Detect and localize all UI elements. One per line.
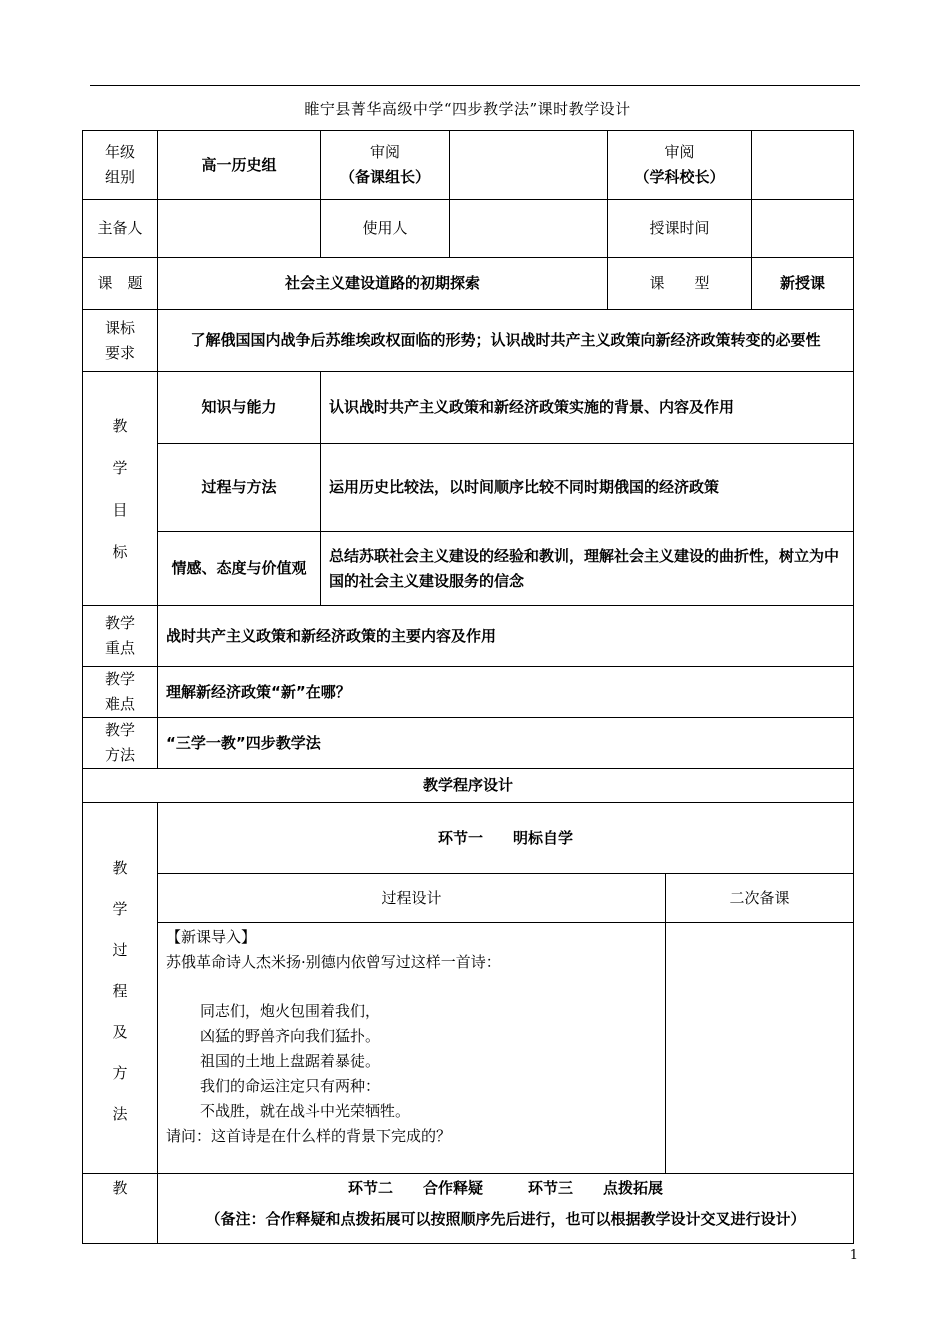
row-topic [83, 258, 854, 310]
review2-role: （学科校长） [634, 168, 725, 186]
difficulty-label: 教学 难点 [83, 667, 158, 718]
goals-label-char: 学 [112, 458, 128, 477]
lesson-plan-table [82, 130, 854, 1244]
key-point-value: 战时共产主义政策和新经济政策的主要内容及作用 [158, 606, 854, 667]
process-label-char: 教 [112, 858, 128, 877]
second-prep-content [666, 923, 854, 1174]
goal-name: 知识与能力 [158, 372, 321, 444]
header-rule [90, 85, 860, 86]
row-key-point [83, 606, 854, 667]
topic-label: 课 题 [83, 258, 158, 310]
review1-role: （备课组长） [339, 168, 430, 186]
intro-text: 苏俄革命诗人杰米扬·别德内依曾写过这样一首诗： [166, 953, 501, 971]
preparer-label: 主备人 [83, 200, 158, 258]
review2-cell [608, 131, 752, 200]
preparer-value [158, 200, 321, 258]
process-label-char: 及 [112, 1022, 128, 1041]
process-label-char: 过 [112, 940, 128, 959]
goal-row-emotion [83, 532, 854, 606]
poem-line: 我们的命运注定只有两种： [200, 1077, 381, 1095]
method-value: “三学一教”四步教学法 [158, 718, 854, 769]
row-method [83, 718, 854, 769]
row-grade-group [83, 131, 854, 200]
key-point-label: 教学 重点 [83, 606, 158, 667]
review2-value [752, 131, 854, 200]
last-row-label: 教 [83, 1174, 158, 1244]
topic-value: 社会主义建设道路的初期探索 [158, 258, 608, 310]
row-stage1 [83, 803, 854, 874]
difficulty-value: 理解新经济政策“新”在哪？ [158, 667, 854, 718]
type-value: 新授课 [752, 258, 854, 310]
poem-line: 凶猛的野兽齐向我们猛扑。 [200, 1027, 381, 1045]
stage23-cell [158, 1174, 854, 1244]
review1-value [450, 131, 608, 200]
stage23-title: 环节二 合作释疑 环节三 点拨拓展 [348, 1179, 664, 1197]
page-number: 1 [849, 1248, 858, 1263]
process-design-header: 过程设计 [158, 874, 666, 923]
document-title: 睢宁县菁华高级中学“四步教学法”课时教学设计 [304, 100, 631, 118]
procedure-title: 教学程序设计 [83, 769, 854, 803]
process-label-char: 学 [112, 899, 128, 918]
process-label-char: 法 [112, 1104, 128, 1123]
poem-line: 祖国的土地上盘踞着暴徒。 [200, 1052, 381, 1070]
goals-label [83, 372, 158, 606]
goals-label-char: 标 [112, 542, 128, 561]
question-text: 请问：这首诗是在什么样的背景下完成的？ [166, 1127, 452, 1145]
stage1-title: 环节一 明标自学 [158, 803, 854, 874]
review1-cell [321, 131, 450, 200]
intro-heading: 【新课导入】 [166, 928, 257, 946]
goal-value: 认识战时共产主义政策和新经济政策实施的背景、内容及作用 [321, 372, 854, 444]
grade-group-value: 高一历史组 [158, 131, 321, 200]
row-preparer [83, 200, 854, 258]
time-label: 授课时间 [608, 200, 752, 258]
process-label [83, 803, 158, 1174]
goal-row-knowledge [83, 372, 854, 444]
goal-name: 情感、态度与价值观 [158, 532, 321, 606]
row-stage23 [83, 1174, 854, 1244]
row-process-headers [83, 874, 854, 923]
stage23-note: （备注：合作释疑和点拨拓展可以按照顺序先后进行，也可以根据教学设计交叉进行设计） [205, 1210, 806, 1228]
goals-label-char: 教 [112, 416, 128, 435]
user-value [450, 200, 608, 258]
row-difficulty [83, 667, 854, 718]
second-prep-header: 二次备课 [666, 874, 854, 923]
process-label-char: 方 [112, 1063, 128, 1082]
review2-label: 审阅 [664, 143, 695, 161]
method-label: 教学 方法 [83, 718, 158, 769]
curriculum-value: 了解俄国国内战争后苏维埃政权面临的形势；认识战时共产主义政策向新经济政策转变的必要性 [158, 310, 854, 372]
type-label: 课 型 [608, 258, 752, 310]
goal-value: 总结苏联社会主义建设的经验和教训，理解社会主义建设的曲折性，树立为中国的社会主义建设服务的信念 [321, 532, 854, 606]
row-process-content [83, 923, 854, 1174]
goal-value: 运用历史比较法，以时间顺序比较不同时期俄国的经济政策 [321, 444, 854, 532]
grade-group-label: 年级 组别 [83, 131, 158, 200]
goal-name: 过程与方法 [158, 444, 321, 532]
user-label: 使用人 [321, 200, 450, 258]
process-label-char: 程 [112, 981, 128, 1000]
poem-line: 不战胜，就在战斗中光荣牺牲。 [200, 1102, 411, 1120]
row-curriculum [83, 310, 854, 372]
goal-row-process [83, 444, 854, 532]
goals-label-char: 目 [112, 500, 128, 519]
time-value [752, 200, 854, 258]
process-content [158, 923, 666, 1174]
curriculum-label: 课标 要求 [83, 310, 158, 372]
review1-label: 审阅 [369, 143, 400, 161]
poem-line: 同志们，炮火包围着我们， [200, 1002, 381, 1020]
row-procedure-title [83, 769, 854, 803]
